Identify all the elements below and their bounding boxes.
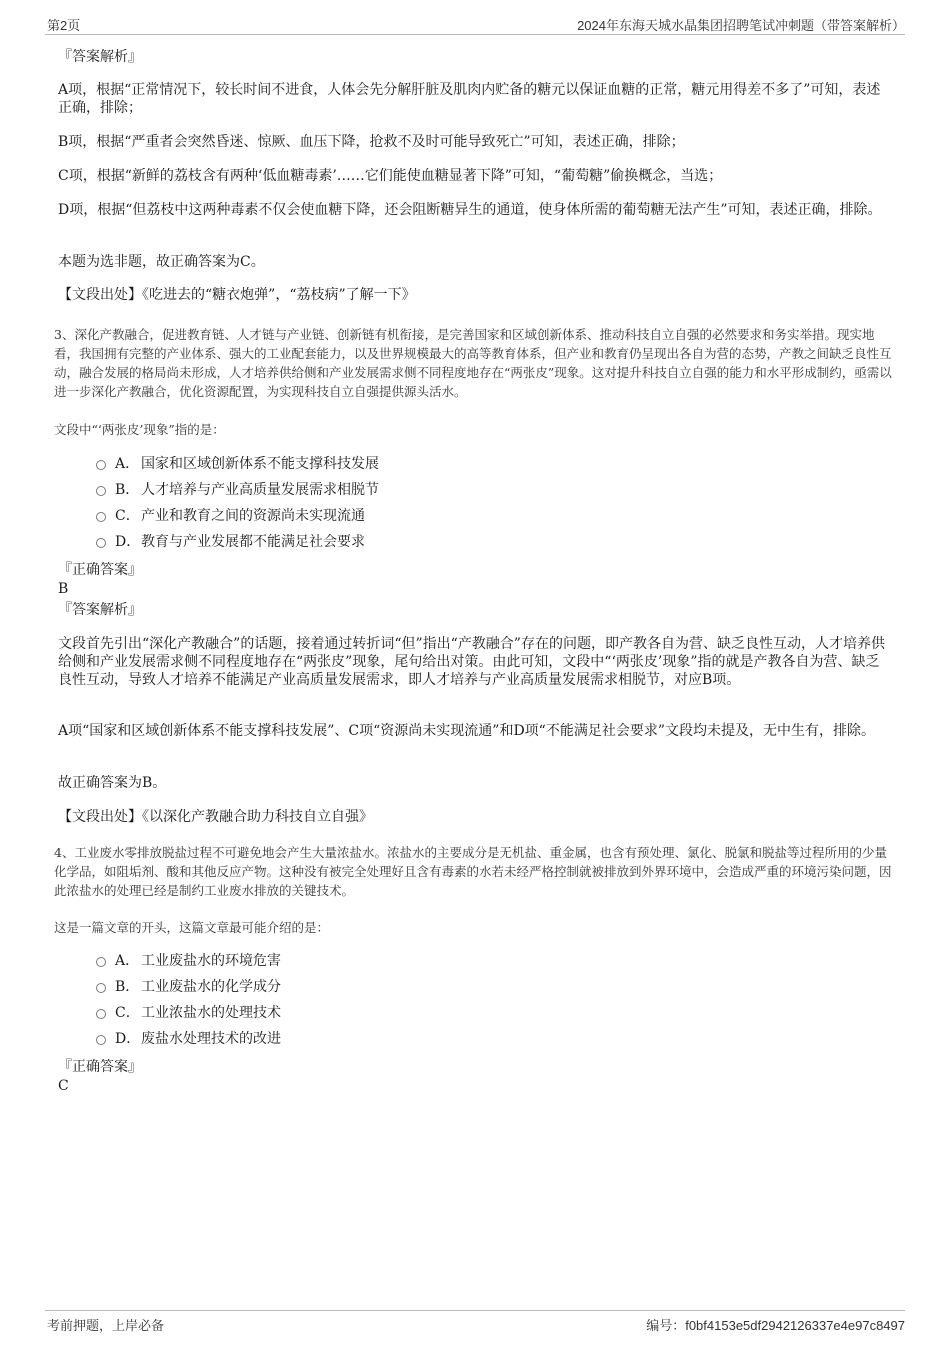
page-footer <box>45 1310 905 1333</box>
analysis-paragraph: A项“国家和区域创新体系不能支撑科技发展”、C项“资源尚未实现流通”和D项“不能满足社会要求”文段均未提及，无中生有，排除。 <box>58 723 875 739</box>
page-header <box>45 14 905 35</box>
source-title: 《以深化产教融合助力科技自立自强》 <box>142 809 373 825</box>
analysis-label: 『答案解析』 <box>58 602 142 618</box>
source-label: 【文段出处】 <box>58 809 142 825</box>
correct-answer: B <box>58 581 69 597</box>
option-c[interactable]: C．工业浓盐水的处理技术 <box>96 1004 281 1022</box>
correct-answer: C <box>58 1078 69 1094</box>
option-b[interactable]: B． 人才培养与产业高质量发展需求相脱节 <box>96 481 379 499</box>
analysis-paragraph: 文段首先引出“深化产教融合”的话题，接着通过转折词“但”指出“产教融合”存在的问题，即产教各自为营、缺乏良性互动，人才培养供给侧和产业发展需求侧不同程度地存在“两张皮”现象，尾句给出对策。由此可知，文段中“‘两张皮’现象”指的就是产教各自为营、缺乏良性互动，导致人才培养不能满足产业高质量发展需求，即人才培养与产业高质量发展需求相脱节，对应B项。 <box>58 636 885 688</box>
option-b[interactable]: B． 工业废盐水的化学成分 <box>96 978 281 996</box>
answer-summary: 本题为选非题，故正确答案为C。 <box>58 254 265 270</box>
answer-summary: 故正确答案为B。 <box>58 775 167 791</box>
radio-icon[interactable] <box>96 1009 106 1019</box>
option-d[interactable]: D．废盐水处理技术的改进 <box>96 1030 281 1048</box>
source-citation <box>58 808 888 826</box>
analysis-label: 『答案解析』 <box>58 49 142 65</box>
document-title: 2024年东海天城水晶集团招聘笔试冲刺题（带答案解析） <box>577 18 905 33</box>
footer-slogan: 考前押题，上岸必备 <box>47 1318 165 1333</box>
analysis-paragraph: A项，根据“正常情况下，较长时间不进食，人体会先分解肝脏及肌肉内贮备的糖元以保证血糖的正常，糖元用得差不多了”可知，表述正确，排除； <box>58 82 881 116</box>
option-c[interactable]: C．产业和教育之间的资源尚未实现流通 <box>96 507 365 525</box>
radio-icon[interactable] <box>96 1035 106 1045</box>
radio-icon[interactable] <box>96 512 106 522</box>
page-number: 第2页 <box>47 18 81 33</box>
source-label: 【文段出处】 <box>58 287 142 303</box>
question-prompt: 这是一篇文章的开头，这篇文章最可能介绍的是： <box>54 920 330 935</box>
correct-answer-label: 『正确答案』 <box>58 1059 142 1075</box>
source-citation <box>58 286 888 304</box>
analysis-paragraph: C项，根据“新鲜的荔枝含有两种‘低血糖毒素’……它们能使血糖显著下降”可知，“葡萄糖”偷换概念，当选； <box>58 168 723 184</box>
radio-icon[interactable] <box>96 460 106 470</box>
question-passage: 3、深化产教融合，促进教育链、人才链与产业链、创新链有机衔接，是完善国家和区域创新体系、推动科技自立自强的必然要求和务实举措。现实地看，我国拥有完整的产业体系、强大的工业配套能力，以及世界规模最大的高等教育体系，但产业和教育仍呈现出各自为营的态势，产教之间缺乏良性互动，融合发展的格局尚未形成，人才培养供给侧和产业发展需求侧不同程度地存在“两张皮”现象。这对提升科技自立自强的能力和水平形成制约，亟需以进一步深化产教融合，优化资源配置，为实现科技自立自强提供源头活水。 <box>54 327 892 399</box>
question-passage: 4、工业废水零排放脱盐过程不可避免地会产生大量浓盐水。浓盐水的主要成分是无机盐、重金属，也含有预处理、氯化、脱氯和脱盐等过程所用的少量化学品，如阻垢剂、酸和其他反应产物。这种没有被完全处理好且含有毒素的水若未经严格控制就被排放到外界环境中，会造成严重的环境污染问题，因此浓盐水的处理已经是制约工业废水排放的关键技术。 <box>54 845 892 898</box>
option-a[interactable]: A． 工业废盐水的环境危害 <box>96 952 281 970</box>
option-d[interactable]: D．教育与产业发展都不能满足社会要求 <box>96 533 365 551</box>
source-title: 《吃进去的“糖衣炮弹”，“荔枝病”了解一下》 <box>142 287 416 303</box>
correct-answer-label: 『正确答案』 <box>58 562 142 578</box>
question-prompt: 文段中“‘两张皮’现象”指的是： <box>54 422 225 437</box>
analysis-paragraph: B项，根据“严重者会突然昏迷、惊厥、血压下降，抢救不及时可能导致死亡”可知，表述正确，排除； <box>58 134 685 150</box>
radio-icon[interactable] <box>96 538 106 548</box>
radio-icon[interactable] <box>96 957 106 967</box>
option-a[interactable]: A． 国家和区域创新体系不能支撑科技发展 <box>96 455 379 473</box>
document-code: 编号：f0bf4153e5df2942126337e4e97c8497 <box>646 1318 905 1333</box>
analysis-paragraph: D项，根据“但荔枝中这两种毒素不仅会使血糖下降，还会阻断糖异生的通道，使身体所需的葡萄糖无法产生”可知，表述正确，排除。 <box>58 202 882 218</box>
radio-icon[interactable] <box>96 983 106 993</box>
radio-icon[interactable] <box>96 486 106 496</box>
